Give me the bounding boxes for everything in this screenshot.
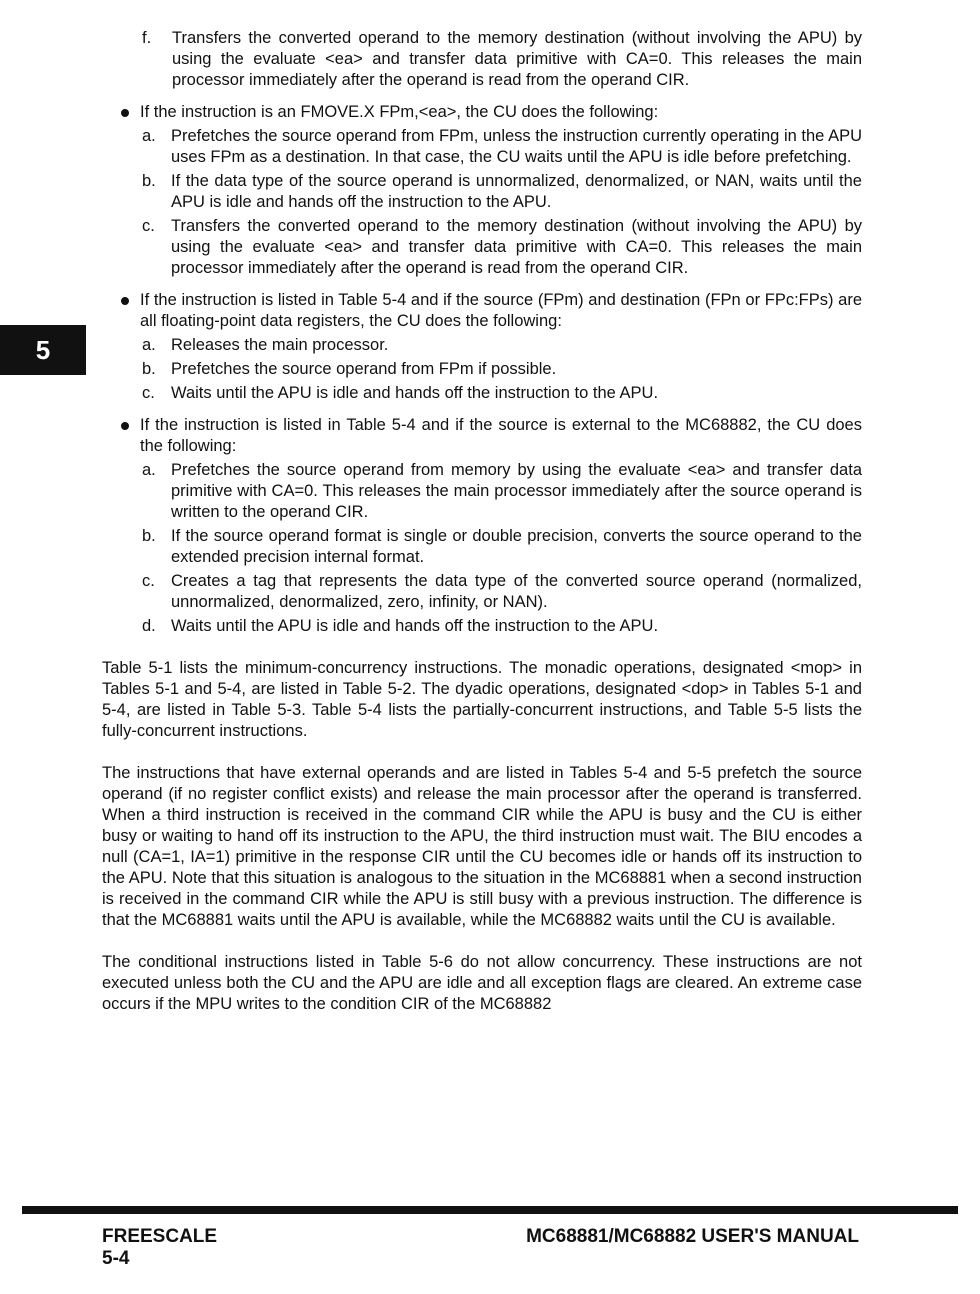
item-label: d. xyxy=(142,617,156,635)
item-label: b. xyxy=(142,172,156,190)
list-item xyxy=(102,171,862,213)
list-item xyxy=(102,126,862,168)
item-text: Prefetches the source operand from FPm, unless the instruction currently operating in the APU uses FPm as a destination. In that case, the CU waits until the APU is idle before prefetching. xyxy=(171,127,862,166)
publisher-name: FREESCALE xyxy=(102,1226,218,1247)
list-item xyxy=(102,526,862,568)
bullet-item xyxy=(102,290,862,332)
footer-rule xyxy=(22,1206,958,1214)
item-text: Waits until the APU is idle and hands off the instruction to the APU. xyxy=(171,617,659,635)
item-text: Prefetches the source operand from FPm if possible. xyxy=(171,360,557,378)
list-item xyxy=(102,359,862,380)
bullet-dot-icon xyxy=(121,109,129,117)
list-item xyxy=(102,571,862,613)
page-body xyxy=(102,28,862,1032)
bullet-item xyxy=(102,102,862,123)
item-label: f. xyxy=(142,29,152,47)
chapter-tab: 5 xyxy=(0,325,86,375)
item-text: If the source operand format is single or double precision, converts the source operand to the extended precision internal format. xyxy=(171,527,862,566)
item-label: b. xyxy=(142,527,156,545)
body-paragraph: The instructions that have external operands and are listed in Tables 5-4 and 5-5 prefetch the source operand (if no register conflict exists) and release the main processor after the operand is transferred. When a third instruction is received in the command CIR while the APU is busy and the CU is either busy or waiting to hand off its instruction to the APU, the third instruction must wait. The BIU encodes a null (CA=1, IA=1) primitive in the response CIR until the CU becomes idle or hands off its instruction to the APU. Note that this situation is analogous to the situation in the MC68881 when a second instruction is received in the command CIR while the APU is still busy with a previous instruction. The difference is that the MC68881 waits until the APU is available, while the MC68882 waits until the CU is available. xyxy=(102,764,862,929)
list-item xyxy=(102,28,862,91)
item-text: Releases the main processor. xyxy=(171,336,389,354)
bullet-text: If the instruction is listed in Table 5-4 and if the source (FPm) and destination (FPn or FPc:FPs) are all floating-point data registers, the CU does the following: xyxy=(140,291,862,330)
bullet-text: If the instruction is listed in Table 5-4 and if the source is external to the MC68882, the CU does the following: xyxy=(140,416,862,455)
item-label: a. xyxy=(142,336,156,354)
body-paragraph: Table 5-1 lists the minimum-concurrency instructions. The monadic operations, designated <mop> in Tables 5-1 and 5-4, are listed in Table 5-2. The dyadic operations, designated <dop> in Tables 5-1 and 5-4, are listed in Table 5-3. Table 5-4 lists the partially-concurrent instructions, and Table 5-5 lists the fully-concurrent instructions. xyxy=(102,659,862,740)
item-label: a. xyxy=(142,127,156,145)
bullet-dot-icon xyxy=(121,297,129,305)
item-text: Creates a tag that represents the data type of the converted source operand (normalized, unnormalized, denormalized, zero, infinity, or NAN). xyxy=(171,572,862,611)
list-item xyxy=(102,335,862,356)
list-item xyxy=(102,616,862,637)
bullet-item xyxy=(102,415,862,457)
list-item xyxy=(102,216,862,279)
list-item xyxy=(102,383,862,404)
bullet-text: If the instruction is an FMOVE.X FPm,<ea>, the CU does the following: xyxy=(140,103,659,121)
body-paragraph: The conditional instructions listed in Table 5-6 do not allow concurrency. These instructions are not executed unless both the CU and the APU are idle and all exception flags are cleared. An extreme case occurs if the MPU writes to the condition CIR of the MC68882 xyxy=(102,953,862,1013)
item-text: Prefetches the source operand from memory by using the evaluate <ea> and transfer data primitive with CA=0. This releases the main processor immediately after the source operand is written to the operand CIR. xyxy=(171,461,862,521)
page-number: 5-4 xyxy=(102,1248,130,1269)
item-text: Transfers the converted operand to the memory destination (without involving the APU) by using the evaluate <ea> and transfer data primitive with CA=0. This releases the main processor immediately after the operand is read from the operand CIR. xyxy=(171,217,862,277)
footer-left xyxy=(102,1226,217,1270)
manual-title: MC68881/MC68882 USER'S MANUAL xyxy=(526,1226,859,1247)
item-text: Waits until the APU is idle and hands off the instruction to the APU. xyxy=(171,384,659,402)
item-text: If the data type of the source operand is unnormalized, denormalized, or NAN, waits until the APU is idle and hands off the instruction to the APU. xyxy=(171,172,862,211)
list-item xyxy=(102,460,862,523)
item-text: Transfers the converted operand to the memory destination (without involving the APU) by using the evaluate <ea> and transfer data primitive with CA=0. This releases the main processor immediately after the operand is read from the operand CIR. xyxy=(172,29,862,89)
item-label: c. xyxy=(142,384,155,402)
item-label: c. xyxy=(142,572,155,590)
item-label: b. xyxy=(142,360,156,378)
item-label: a. xyxy=(142,461,156,479)
bullet-dot-icon xyxy=(121,422,129,430)
item-label: c. xyxy=(142,217,155,235)
